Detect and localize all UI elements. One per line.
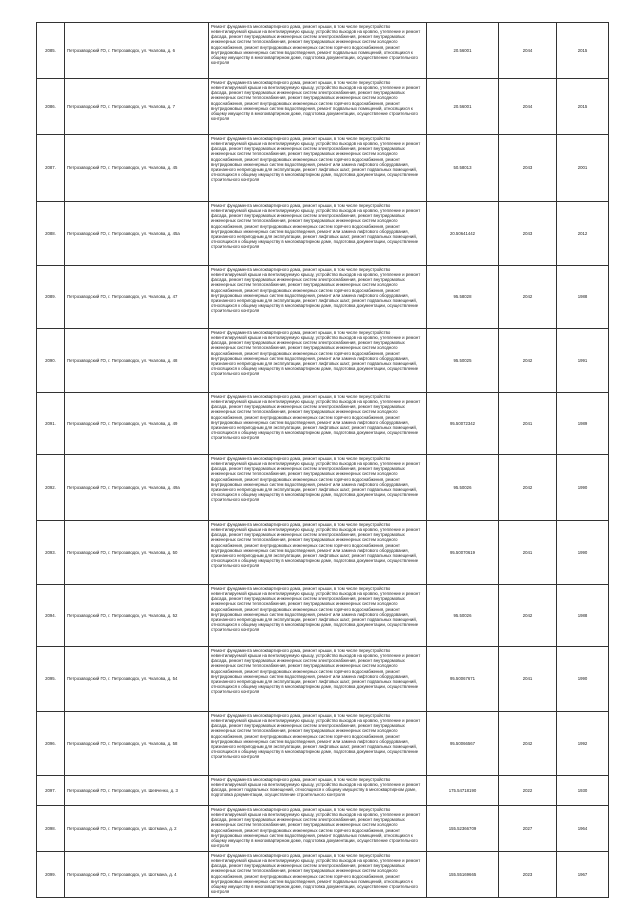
address-cell: Петрозаводский ГО, г. Петрозаводск, ул. Чкалова, д. 52 — [65, 585, 209, 647]
address-cell: Петрозаводский ГО, г. Петрозаводск, ул. Чкалова, д. 6 — [65, 23, 209, 79]
work-description-cell: Ремонт фундамента многоквартирного дома, ремонт крыши, в том числе переустройство невентилируемой крыши на вентилируемую крышу, устройство выходов на кровлю, утепление и ремонт фасада, ремонт внутридомовых инженерных систем электроснабжения, ремонт внутридомовых инженерных систем теплоснабжения, ремонт внутридомовых инженерных систем холодного водоснабжения, ремонт внутридомовых инженерных систем горячего водоснабжения, ремонт внутридомовых инженерных систем водоотведения, ремонт подвальных помещений, относящихся к общему имуществу в многоквартирном доме, подготовка документации, осуществление строительного контроля — [209, 806, 427, 852]
work-description-cell: Ремонт фундамента многоквартирного дома, ремонт крыши, в том числе переустройство невентилируемой крыши на вентилируемую крышу, устройство выходов на кровлю, утепление и ремонт фасада, ремонт внутридомовых инженерных систем электроснабжения, ремонт внутридомовых инженерных систем теплоснабжения, ремонт внутридомовых инженерных систем холодного водоснабжения, ремонт внутридомовых инженерных систем горячего водоснабжения, ремонт внутридомовых инженерных систем водоотведения, ремонт или замена лифтового оборудования, признанного непригодным для эксплуатации, ремонт лифтовых шахт, ремонт подвальных помещений, относящихся к общему имуществу в многоквартирном доме, подготовка документации, осуществление строительного контроля — [209, 521, 427, 585]
planned-year-cell: 2027 — [499, 806, 557, 852]
table-body — [37, 23, 609, 898]
cost-value-cell: 95.50025 — [427, 329, 499, 393]
work-description-cell: Ремонт фундамента многоквартирного дома, ремонт крыши, в том числе переустройство невентилируемой крыши на вентилируемую крышу, устройство выходов на кровлю, утепление и ремонт фасада, ремонт внутридомовых инженерных систем электроснабжения, ремонт внутридомовых инженерных систем теплоснабжения, ремонт внутридомовых инженерных систем холодного водоснабжения, ремонт внутридомовых инженерных систем горячего водоснабжения, ремонт внутридомовых инженерных систем водоотведения, ремонт или замена лифтового оборудования, признанного непригодным для эксплуатации, ремонт лифтовых шахт, ремонт подвальных помещений, относящихся к общему имуществу в многоквартирном доме, подготовка документации, осуществление строительного контроля — [209, 135, 427, 202]
row-number: 2095. — [37, 647, 65, 712]
build-year-cell: 1967 — [557, 852, 609, 898]
work-description-cell: Ремонт фундамента многоквартирного дома, ремонт крыши, в том числе переустройство невентилируемой крыши на вентилируемую крышу, устройство выходов на кровлю, утепление и ремонт фасада, ремонт внутридомовых инженерных систем электроснабжения, ремонт внутридомовых инженерных систем теплоснабжения, ремонт внутридомовых инженерных систем холодного водоснабжения, ремонт внутридомовых инженерных систем горячего водоснабжения, ремонт внутридомовых инженерных систем водоотведения, ремонт или замена лифтового оборудования, признанного непригодным для эксплуатации, ремонт лифтовых шахт, ремонт подвальных помещений, относящихся к общему имуществу в многоквартирном доме, подготовка документации, осуществление строительного контроля — [209, 202, 427, 266]
cost-value-cell: 20.56001 — [427, 23, 499, 79]
planned-year-cell: 2043 — [499, 135, 557, 202]
cost-value-cell: 95.58028 — [427, 266, 499, 329]
build-year-cell: 1990 — [557, 455, 609, 521]
row-number: 2094. — [37, 585, 65, 647]
table-row — [37, 647, 609, 712]
cost-value-cell: 50.58013 — [427, 135, 499, 202]
row-number: 2085. — [37, 23, 65, 79]
address-cell: Петрозаводский ГО, г. Петрозаводск, ул. Чкалова, д. 47 — [65, 266, 209, 329]
row-number: 2086. — [37, 79, 65, 135]
row-number: 2097. — [37, 776, 65, 806]
cost-value-cell: 95.50070619 — [427, 521, 499, 585]
address-cell: Петрозаводский ГО, г. Петрозаводск, ул. Чкалова, д. 45а — [65, 202, 209, 266]
planned-year-cell: 2042 — [499, 585, 557, 647]
row-number: 2096. — [37, 712, 65, 776]
cost-value-cell: 95.50067671 — [427, 647, 499, 712]
row-number: 2087. — [37, 135, 65, 202]
address-cell: Петрозаводский ГО, г. Петрозаводск, ул. Чкалова, д. 48 — [65, 329, 209, 393]
table-row — [37, 521, 609, 585]
address-cell: Петрозаводский ГО, г. Петрозаводск, ул. Чкалова, д. 49 — [65, 393, 209, 455]
address-cell: Петрозаводский ГО, г. Петрозаводск, ул. Шотмана, д. 2 — [65, 806, 209, 852]
planned-year-cell: 2044 — [499, 79, 557, 135]
work-description-cell: Ремонт фундамента многоквартирного дома, ремонт крыши, в том числе переустройство невентилируемой крыши на вентилируемую крышу, устройство выходов на кровлю, утепление и ремонт фасада, ремонт внутридомовых инженерных систем электроснабжения, ремонт внутридомовых инженерных систем теплоснабжения, ремонт внутридомовых инженерных систем холодного водоснабжения, ремонт внутридомовых инженерных систем горячего водоснабжения, ремонт внутридомовых инженерных систем водоотведения, ремонт подвальных помещений, относящихся к общему имуществу в многоквартирном доме, подготовка документации, осуществление строительного контроля — [209, 79, 427, 135]
planned-year-cell: 2041 — [499, 521, 557, 585]
row-number: 2090. — [37, 329, 65, 393]
work-description-cell: Ремонт фундамента многоквартирного дома, ремонт крыши, в том числе переустройство невентилируемой крыши на вентилируемую крышу, устройство выходов на кровлю, утепление и ремонт фасада, ремонт внутридомовых инженерных систем электроснабжения, ремонт внутридомовых инженерных систем теплоснабжения, ремонт внутридомовых инженерных систем холодного водоснабжения, ремонт внутридомовых инженерных систем горячего водоснабжения, ремонт внутридомовых инженерных систем водоотведения, ремонт или замена лифтового оборудования, признанного непригодным для эксплуатации, ремонт лифтовых шахт, ремонт подвальных помещений, относящихся к общему имуществу в многоквартирном доме, подготовка документации, осуществление строительного контроля — [209, 455, 427, 521]
build-year-cell: 1989 — [557, 393, 609, 455]
planned-year-cell: 2044 — [499, 23, 557, 79]
address-cell: Петрозаводский ГО, г. Петрозаводск, ул. Чкалова, д. 58 — [65, 712, 209, 776]
table-row — [37, 455, 609, 521]
address-cell: Петрозаводский ГО, г. Петрозаводск, ул. Шевченко, д. 3 — [65, 776, 209, 806]
address-cell: Петрозаводский ГО, г. Петрозаводск, ул. Чкалова, д. 50 — [65, 521, 209, 585]
table-row — [37, 852, 609, 898]
row-number: 2099. — [37, 852, 65, 898]
table-row — [37, 393, 609, 455]
build-year-cell: 1990 — [557, 521, 609, 585]
row-number: 2098. — [37, 806, 65, 852]
build-year-cell: 1930 — [557, 776, 609, 806]
cost-value-cell: 20.56001 — [427, 79, 499, 135]
build-year-cell: 1988 — [557, 585, 609, 647]
table-row — [37, 135, 609, 202]
work-description-cell: Ремонт фундамента многоквартирного дома, ремонт крыши, в том числе переустройство невентилируемой крыши на вентилируемую крышу, устройство выходов на кровлю, утепление и ремонт фасада, ремонт внутридомовых инженерных систем электроснабжения, ремонт внутридомовых инженерных систем теплоснабжения, ремонт внутридомовых инженерных систем холодного водоснабжения, ремонт внутридомовых инженерных систем горячего водоснабжения, ремонт внутридомовых инженерных систем водоотведения, ремонт или замена лифтового оборудования, признанного непригодным для эксплуатации, ремонт лифтовых шахт, ремонт подвальных помещений, относящихся к общему имуществу в многоквартирном доме, подготовка документации, осуществление строительного контроля — [209, 647, 427, 712]
work-description-cell: Ремонт фундамента многоквартирного дома, ремонт крыши, в том числе переустройство невентилируемой крыши на вентилируемую крышу, устройство выходов на кровлю, утепление и ремонт фасада, ремонт внутридомовых инженерных систем электроснабжения, ремонт внутридомовых инженерных систем теплоснабжения, ремонт внутридомовых инженерных систем холодного водоснабжения, ремонт внутридомовых инженерных систем горячего водоснабжения, ремонт внутридомовых инженерных систем водоотведения, ремонт или замена лифтового оборудования, признанного непригодным для эксплуатации, ремонт лифтовых шахт, ремонт подвальных помещений, относящихся к общему имуществу в многоквартирном доме, подготовка документации, осуществление строительного контроля — [209, 266, 427, 329]
build-year-cell: 1992 — [557, 712, 609, 776]
cost-value-cell: 95.50026 — [427, 585, 499, 647]
planned-year-cell: 2041 — [499, 393, 557, 455]
work-description-cell: Ремонт фундамента многоквартирного дома, ремонт крыши, в том числе переустройство невентилируемой крыши на вентилируемую крышу, устройство выходов на кровлю, утепление и ремонт фасада, ремонт внутридомовых инженерных систем электроснабжения, ремонт внутридомовых инженерных систем теплоснабжения, ремонт внутридомовых инженерных систем холодного водоснабжения, ремонт внутридомовых инженерных систем горячего водоснабжения, ремонт внутридомовых инженерных систем водоотведения, ремонт или замена лифтового оборудования, признанного непригодным для эксплуатации, ремонт лифтовых шахт, ремонт подвальных помещений, относящихся к общему имуществу в многоквартирном доме, подготовка документации, осуществление строительного контроля — [209, 329, 427, 393]
document-page — [36, 22, 608, 898]
row-number: 2092. — [37, 455, 65, 521]
address-cell: Петрозаводский ГО, г. Петрозаводск, ул. Чкалова, д. 49а — [65, 455, 209, 521]
build-year-cell: 1990 — [557, 647, 609, 712]
build-year-cell: 1991 — [557, 329, 609, 393]
table-row — [37, 266, 609, 329]
table-row — [37, 79, 609, 135]
table-row — [37, 585, 609, 647]
cost-value-cell: 155.52366709 — [427, 806, 499, 852]
work-description-cell: Ремонт фундамента многоквартирного дома, ремонт крыши, в том числе переустройство невентилируемой крыши на вентилируемую крышу, устройство выходов на кровлю, утепление и ремонт фасада, ремонт внутридомовых инженерных систем электроснабжения, ремонт внутридомовых инженерных систем теплоснабжения, ремонт внутридомовых инженерных систем холодного водоснабжения, ремонт внутридомовых инженерных систем горячего водоснабжения, ремонт внутридомовых инженерных систем водоотведения, ремонт подвальных помещений, относящихся к общему имуществу в многоквартирном доме, подготовка документации, осуществление строительного контроля — [209, 23, 427, 79]
build-year-cell: 2012 — [557, 202, 609, 266]
cost-value-cell: 155.55169665 — [427, 852, 499, 898]
build-year-cell: 2015 — [557, 23, 609, 79]
address-cell: Петрозаводский ГО, г. Петрозаводск, ул. Чкалова, д. 54 — [65, 647, 209, 712]
row-number: 2091. — [37, 393, 65, 455]
work-description-cell: Ремонт фундамента многоквартирного дома, ремонт крыши, в том числе переустройство невентилируемой крыши на вентилируемую крышу, устройство выходов на кровлю, утепление и ремонт фасада, ремонт внутридомовых инженерных систем электроснабжения, ремонт внутридомовых инженерных систем теплоснабжения, ремонт внутридомовых инженерных систем холодного водоснабжения, ремонт внутридомовых инженерных систем горячего водоснабжения, ремонт внутридомовых инженерных систем водоотведения, ремонт или замена лифтового оборудования, признанного непригодным для эксплуатации, ремонт лифтовых шахт, ремонт подвальных помещений, относящихся к общему имуществу в многоквартирном доме, подготовка документации, осуществление строительного контроля — [209, 712, 427, 776]
planned-year-cell: 2041 — [499, 647, 557, 712]
work-description-cell: Ремонт фундамента многоквартирного дома, ремонт крыши, в том числе переустройство невентилируемой крыши на вентилируемую крышу, устройство выходов на кровлю, утепление и ремонт фасада, ремонт внутридомовых инженерных систем электроснабжения, ремонт внутридомовых инженерных систем теплоснабжения, ремонт внутридомовых инженерных систем холодного водоснабжения, ремонт внутридомовых инженерных систем горячего водоснабжения, ремонт внутридомовых инженерных систем водоотведения, ремонт подвальных помещений, относящихся к общему имуществу в многоквартирном доме, подготовка документации, осуществление строительного контроля — [209, 852, 427, 898]
address-cell: Петрозаводский ГО, г. Петрозаводск, ул. Чкалова, д. 45 — [65, 135, 209, 202]
cost-value-cell: 95.50072342 — [427, 393, 499, 455]
cost-value-cell: 95.50026 — [427, 455, 499, 521]
planned-year-cell: 2042 — [499, 712, 557, 776]
cost-value-cell: 95.50066567 — [427, 712, 499, 776]
table-row — [37, 712, 609, 776]
planned-year-cell: 2042 — [499, 266, 557, 329]
work-description-cell: Ремонт фундамента многоквартирного дома, ремонт крыши, в том числе переустройство невентилируемой крыши на вентилируемую крышу, устройство выходов на кровлю, утепление и ремонт фасада, ремонт внутридомовых инженерных систем электроснабжения, ремонт внутридомовых инженерных систем теплоснабжения, ремонт внутридомовых инженерных систем холодного водоснабжения, ремонт внутридомовых инженерных систем горячего водоснабжения, ремонт внутридомовых инженерных систем водоотведения, ремонт или замена лифтового оборудования, признанного непригодным для эксплуатации, ремонт лифтовых шахт, ремонт подвальных помещений, относящихся к общему имуществу в многоквартирном доме, подготовка документации, осуществление строительного контроля — [209, 393, 427, 455]
planned-year-cell: 2042 — [499, 329, 557, 393]
build-year-cell: 1964 — [557, 806, 609, 852]
planned-year-cell: 2023 — [499, 852, 557, 898]
planned-year-cell: 2042 — [499, 455, 557, 521]
work-description-cell: Ремонт фундамента многоквартирного дома, ремонт крыши, в том числе переустройство невентилируемой крыши на вентилируемую крышу, устройство выходов на кровлю, утепление и ремонт фасада, ремонт подвальных помещений, относящихся к общему имуществу в многоквартирном доме, подготовка документации, осуществление строительного контроля — [209, 776, 427, 806]
row-number: 2089. — [37, 266, 65, 329]
cost-value-cell: 175.54718190 — [427, 776, 499, 806]
build-year-cell: 1988 — [557, 266, 609, 329]
table-row — [37, 202, 609, 266]
row-number: 2093. — [37, 521, 65, 585]
table-row — [37, 329, 609, 393]
address-cell: Петрозаводский ГО, г. Петрозаводск, ул. Шотмана, д. 4 — [65, 852, 209, 898]
planned-year-cell: 2022 — [499, 776, 557, 806]
capital-repair-table — [36, 22, 609, 898]
work-description-cell: Ремонт фундамента многоквартирного дома, ремонт крыши, в том числе переустройство невентилируемой крыши на вентилируемую крышу, устройство выходов на кровлю, утепление и ремонт фасада, ремонт внутридомовых инженерных систем электроснабжения, ремонт внутридомовых инженерных систем теплоснабжения, ремонт внутридомовых инженерных систем холодного водоснабжения, ремонт внутридомовых инженерных систем горячего водоснабжения, ремонт внутридомовых инженерных систем водоотведения, ремонт или замена лифтового оборудования, признанного непригодным для эксплуатации, ремонт лифтовых шахт, ремонт подвальных помещений, относящихся к общему имуществу в многоквартирном доме, подготовка документации, осуществление строительного контроля — [209, 585, 427, 647]
build-year-cell: 2001 — [557, 135, 609, 202]
table-row — [37, 806, 609, 852]
address-cell: Петрозаводский ГО, г. Петрозаводск, ул. Чкалова, д. 7 — [65, 79, 209, 135]
build-year-cell: 2015 — [557, 79, 609, 135]
row-number: 2088. — [37, 202, 65, 266]
planned-year-cell: 2043 — [499, 202, 557, 266]
cost-value-cell: 20.50641442 — [427, 202, 499, 266]
table-row — [37, 23, 609, 79]
table-row — [37, 776, 609, 806]
